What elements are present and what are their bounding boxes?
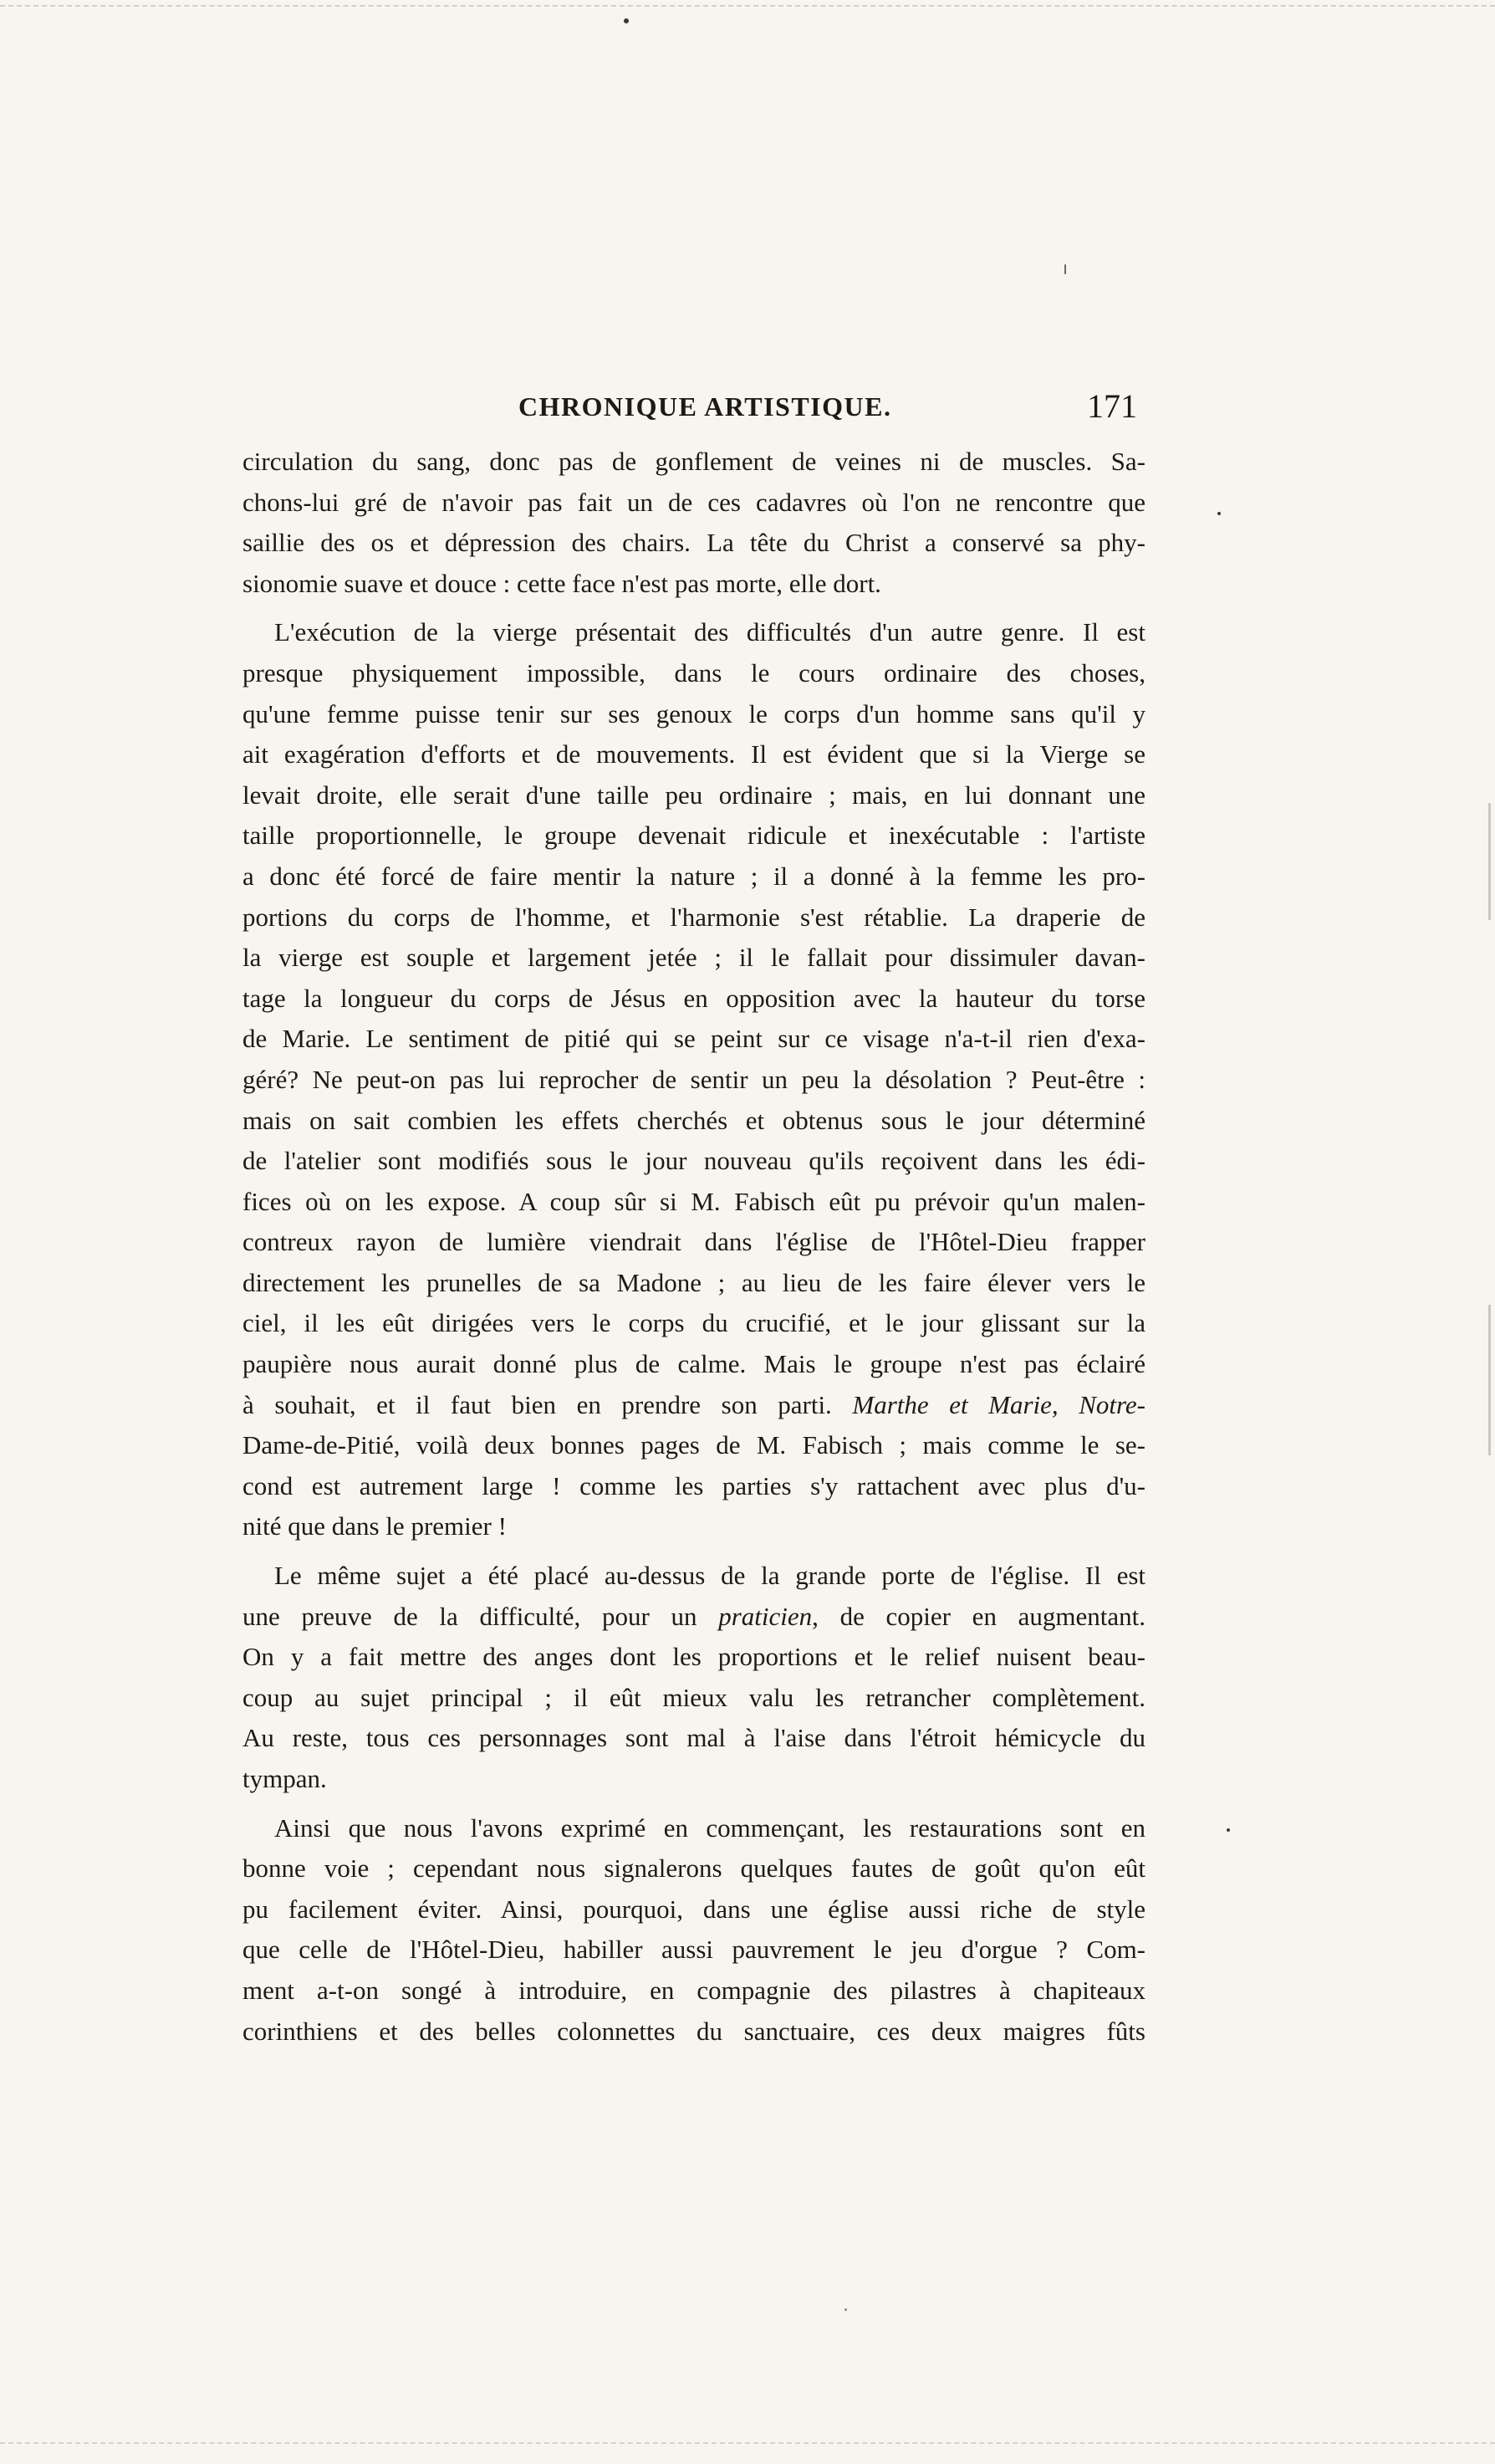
text-fragment: une preuve de la difficulté, pour un bbox=[242, 1601, 697, 1631]
text-line: Au reste, tous ces personnages sont mal à l'aise dans l'étroit hémicycle du bbox=[242, 1723, 1145, 1753]
text-line: chons-lui gré de n'avoir pas fait un de ces cadavres où l'on ne rencontre que bbox=[242, 487, 1145, 517]
text-line: taille proportionnelle, le groupe devenait ridicule et inexécutable : l'artiste bbox=[242, 820, 1145, 851]
text-line: On y a fait mettre des anges dont les proportions et le relief nuisent beau- bbox=[242, 1642, 1145, 1672]
text-line: mais on sait combien les effets cherchés et obtenus sous le jour déterminé bbox=[242, 1105, 1145, 1135]
paragraph bbox=[242, 612, 1145, 1547]
text-line: directement les prunelles de sa Madone ; au lieu de les faire élever vers le bbox=[242, 1267, 1145, 1297]
bottom-scan-edge bbox=[0, 2442, 1495, 2446]
paragraph bbox=[242, 1808, 1145, 2052]
ink-speck bbox=[624, 18, 629, 23]
text-line: de Marie. Le sentiment de pitié qui se peint sur ce visage n'a-t-il rien d'exa- bbox=[242, 1024, 1145, 1054]
text-line: Ainsi que nous l'avons exprimé en commençant, les restaurations sont en bbox=[274, 1812, 1145, 1843]
text-line: presque physiquement impossible, dans le cours ordinaire des choses, bbox=[242, 657, 1145, 688]
text-line: coup au sujet principal ; il eût mieux valu les retrancher complètement. bbox=[242, 1682, 1145, 1712]
text-line: saillie des os et dépression des chairs. La tête du Christ a conservé sa phy- bbox=[242, 528, 1145, 558]
text-line: ment a-t-on songé à introduire, en compagnie des pilastres à chapiteaux bbox=[242, 1975, 1145, 2005]
top-scan-edge bbox=[0, 5, 1495, 8]
text-line: géré? Ne peut-on pas lui reprocher de sentir un peu la désolation ? Peut-être : bbox=[242, 1064, 1145, 1094]
text-line: que celle de l'Hôtel-Dieu, habiller aussi pauvrement le jeu d'orgue ? Com- bbox=[242, 1935, 1145, 1965]
text-line: de l'atelier sont modifiés sous le jour nouveau qu'ils reçoivent dans les édi- bbox=[242, 1146, 1145, 1176]
text-line: portions du corps de l'homme, et l'harmonie s'est rétablie. La draperie de bbox=[242, 902, 1145, 932]
ink-speck bbox=[844, 2308, 847, 2311]
running-title: CHRONIQUE ARTISTIQUE. bbox=[518, 391, 892, 422]
margin-mark bbox=[1488, 803, 1491, 920]
text-line: ciel, il les eût dirigées vers le corps du crucifié, et le jour glissant sur la bbox=[242, 1308, 1145, 1338]
text-fragment: à souhait, et il faut bien en prendre son parti. bbox=[242, 1389, 832, 1419]
text-line: nité que dans le premier ! bbox=[242, 1511, 507, 1541]
page-number: 171 bbox=[1087, 387, 1137, 425]
ink-speck bbox=[1064, 264, 1066, 274]
text-line bbox=[242, 1597, 1145, 1638]
text-line: bonne voie ; cependant nous signalerons quelques fautes de goût qu'on eût bbox=[242, 1853, 1145, 1884]
italic-title: Marthe et Marie, Notre- bbox=[852, 1389, 1145, 1419]
text-line: cond est autrement large ! comme les parties s'y rattachent avec plus d'u- bbox=[242, 1470, 1145, 1500]
ink-speck bbox=[1217, 512, 1221, 515]
text-line: Le même sujet a été placé au-dessus de la grande porte de l'église. Il est bbox=[274, 1561, 1145, 1591]
ink-speck bbox=[1227, 1828, 1230, 1832]
text-line: L'exécution de la vierge présentait des difficultés d'un autre genre. Il est bbox=[274, 617, 1145, 647]
text-line: la vierge est souple et largement jetée ; il le fallait pour dissimuler davan- bbox=[242, 943, 1145, 973]
body-text bbox=[242, 442, 1145, 2052]
margin-mark bbox=[1488, 1305, 1491, 1455]
text-line: tympan. bbox=[242, 1764, 327, 1793]
text-line: paupière nous aurait donné plus de calme. Mais le groupe n'est pas éclairé bbox=[242, 1349, 1145, 1379]
text-line: ait exagération d'efforts et de mouvements. Il est évident que si la Vierge se bbox=[242, 739, 1145, 769]
text-line: corinthiens et des belles colonnettes du sanctuaire, ces deux maigres fûts bbox=[242, 2016, 1145, 2046]
text-line: fices où on les expose. A coup sûr si M. Fabisch eût pu prévoir qu'un malen- bbox=[242, 1186, 1145, 1216]
text-line: contreux rayon de lumière viendrait dans l'église de l'Hôtel-Dieu frapper bbox=[242, 1227, 1145, 1257]
text-fragment: , de copier en augmentant. bbox=[812, 1601, 1145, 1631]
text-line bbox=[242, 1385, 1145, 1426]
text-line: a donc été forcé de faire mentir la nature ; il a donné à la femme les pro- bbox=[242, 861, 1145, 891]
italic-word: praticien bbox=[718, 1601, 813, 1631]
text-line: sionomie suave et douce : cette face n'est pas morte, elle dort. bbox=[242, 568, 881, 598]
text-line: qu'une femme puisse tenir sur ses genoux le corps d'un homme sans qu'il y bbox=[242, 698, 1145, 728]
paragraph bbox=[242, 1556, 1145, 1800]
text-line: circulation du sang, donc pas de gonflement de veines ni de muscles. Sa- bbox=[242, 447, 1145, 476]
paragraph bbox=[242, 442, 1145, 604]
text-line: pu facilement éviter. Ainsi, pourquoi, dans une église aussi riche de style bbox=[242, 1894, 1145, 1924]
text-line: levait droite, elle serait d'une taille peu ordinaire ; mais, en lui donnant une bbox=[242, 780, 1145, 810]
text-line: tage la longueur du corps de Jésus en opposition avec la hauteur du torse bbox=[242, 983, 1145, 1013]
text-line: Dame-de-Pitié, voilà deux bonnes pages de M. Fabisch ; mais comme le se- bbox=[242, 1430, 1145, 1460]
page-header bbox=[242, 386, 1154, 437]
